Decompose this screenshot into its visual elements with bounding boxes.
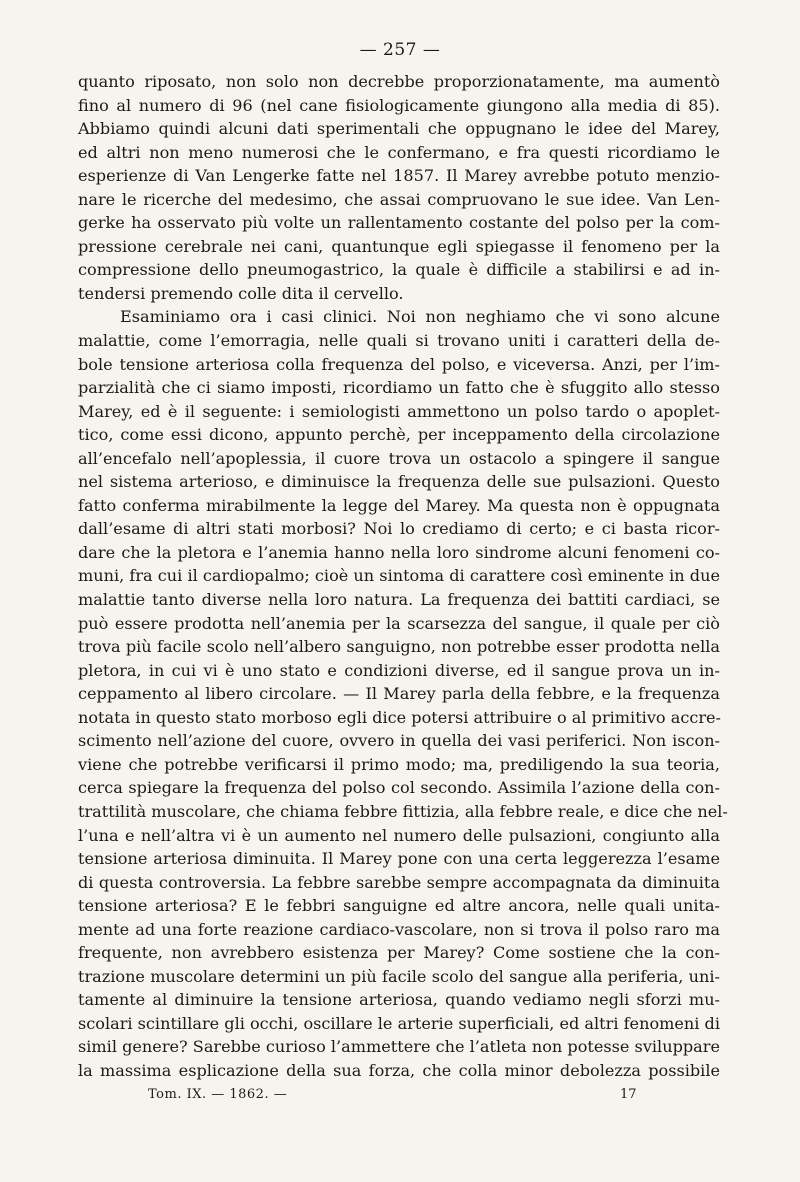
text-line: simil genere? Sarebbe curioso l’ammettere che l’atleta non potesse sviluppare [78, 1037, 720, 1057]
text-line: ed altri non meno numerosi che le confermano, e fra questi ricordiamo le [78, 142, 720, 162]
text-line: compressione dello pneumogastrico, la quale è difficile a stabilirsi e ad in- [78, 260, 720, 280]
text-line: dall’esame di altri stati morbosi? Noi lo crediamo di certo; e ci basta ricor- [78, 519, 720, 539]
text-line: malattie tanto diverse nella loro natura. La frequenza dei battiti cardiaci, se [78, 590, 720, 610]
text-line: tico, come essi dicono, appunto perchè, per inceppamento della circolazione [78, 425, 720, 445]
text-line: di questa controversia. La febbre sarebbe sempre accompagnata da diminuita [78, 872, 720, 892]
text-line: pletora, in cui vi è uno stato e condizioni diverse, ed il sangue prova un in- [78, 660, 720, 680]
text-line: mente ad una forte reazione cardiaco-vascolare, non si trova il polso raro ma [78, 919, 720, 939]
volume-info: Tom. IX. — 1862. — [148, 1087, 288, 1102]
paragraph-start-line: Esaminiamo ora i casi clinici. Noi non neghiamo che vi sono alcune [120, 307, 720, 327]
text-line: l’una e nell’altra vi è un aumento nel numero delle pulsazioni, congiunto alla [78, 825, 720, 845]
text-line: viene che potrebbe verificarsi il primo modo; ma, prediligendo la sua teoria, [78, 754, 720, 774]
text-line: scimento nell’azione del cuore, ovvero in quella dei vasi periferici. Non iscon- [78, 731, 720, 751]
text-line: tamente al diminuire la tensione arteriosa, quando vediamo negli sforzi mu- [78, 990, 720, 1010]
text-line: pressione cerebrale nei cani, quantunque egli spiegasse il fenomeno per la [78, 236, 720, 256]
text-line: all’encefalo nell’apoplessia, il cuore trova un ostacolo a spingere il sangue [78, 448, 720, 468]
text-line: fino al numero di 96 (nel cane fisiologicamente giungono alla media di 85). [78, 95, 720, 115]
text-line: nare le ricerche del medesimo, che assai compruovano le sue idee. Van Len- [78, 189, 720, 209]
text-line: scolari scintillare gli occhi, oscillare le arterie superficiali, ed altri fenomeni di [78, 1013, 720, 1033]
text-line: dare che la pletora e l’anemia hanno nella loro sindrome alcuni fenomeni co- [78, 542, 720, 562]
text-line: tensione arteriosa? E le febbri sanguigne ed altre ancora, nelle quali unita- [78, 896, 720, 916]
text-line: quanto riposato, non solo non decrebbe proporzionatamente, ma aumentò [78, 72, 720, 91]
body-text [78, 70, 728, 1083]
signature-mark: 17 [620, 1087, 637, 1102]
text-line: trattilità muscolare, che chiama febbre fittizia, alla febbre reale, e dice che nel- [78, 801, 728, 821]
text-line: notata in questo stato morboso egli dice potersi attribuire o al primitivo accre- [78, 707, 721, 727]
text-line: gerke ha osservato più volte un rallentamento costante del polso per la com- [78, 213, 720, 233]
text-line: bole tensione arteriosa colla frequenza del polso, e viceversa. Anzi, per l’im- [78, 354, 720, 374]
text-line: muni, fra cui il cardiopalmo; cioè un sintoma di carattere così eminente in due [78, 566, 720, 586]
text-line: tendersi premendo colle dita il cervello. [78, 283, 404, 303]
text-line: trova più facile scolo nell’albero sanguigno, non potrebbe esser prodotta nella [78, 637, 720, 657]
text-line: ceppamento al libero circolare. — Il Marey parla della febbre, e la frequenza [78, 684, 720, 704]
text-line: Marey, ed è il seguente: i semiologisti ammettono un polso tardo o apoplet- [78, 401, 720, 421]
text-line: cerca spiegare la frequenza del polso col secondo. Assimila l’azione della con- [78, 778, 720, 798]
text-line: tensione arteriosa diminuita. Il Marey pone con una certa leggerezza l’esame [78, 849, 720, 869]
text-line: trazione muscolare determini un più facile scolo del sangue alla periferia, uni- [78, 966, 720, 986]
text-line: fatto conferma mirabilmente la legge del Marey. Ma questa non è oppugnata [78, 495, 720, 515]
text-line: può essere prodotta nell’anemia per la scarsezza del sangue, il quale per ciò [78, 613, 720, 633]
page-number: — 257 — [359, 40, 441, 60]
text-line: nel sistema arterioso, e diminuisce la frequenza delle sue pulsazioni. Questo [78, 472, 720, 492]
text-line: Abbiamo quindi alcuni dati sperimentali che oppugnano le idee del Marey, [78, 119, 720, 139]
text-line: malattie, come l’emorragia, nelle quali si trovano uniti i caratteri della de- [78, 331, 720, 351]
text-line: frequente, non avrebbero esistenza per Marey? Come sostiene che la con- [78, 943, 720, 963]
text-line: la massima esplicazione della sua forza, che colla minor debolezza possibile [78, 1060, 720, 1080]
text-line: esperienze di Van Lengerke fatte nel 1857. Il Marey avrebbe potuto menzio- [78, 166, 720, 186]
text-line: parzialità che ci siamo imposti, ricordiamo un fatto che è sfuggito allo stesso [78, 378, 720, 398]
